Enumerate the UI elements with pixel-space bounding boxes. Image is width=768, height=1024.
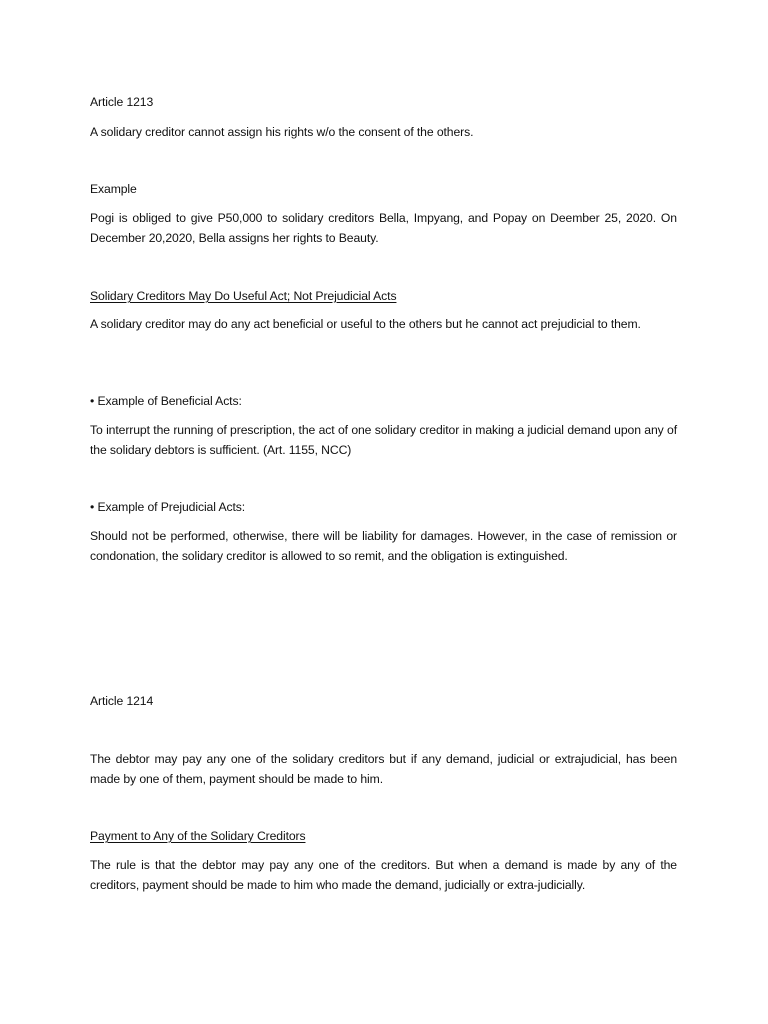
prejudicial-acts-text: Should not be performed, otherwise, there will be liability for damages. However, in the case of remission or condonation, the solidary creditor is allowed to so remit, and the obligation is extinguished.	[90, 529, 677, 563]
payment-subheading: Payment to Any of the Solidary Creditors	[90, 829, 306, 843]
article-1213-heading: Article 1213	[90, 95, 154, 109]
beneficial-acts-heading: • Example of Beneficial Acts:	[90, 391, 677, 411]
beneficial-acts-text: To interrupt the running of prescription, the act of one solidary creditor in making a judicial demand upon any of the solidary debtors is sufficient. (Art. 1155, NCC)	[90, 423, 677, 457]
article-1214-text: The debtor may pay any one of the solidary creditors but if any demand, judicial or extrajudicial, has been made by one of them, payment should be made to him.	[90, 752, 677, 786]
solidary-creditors-subheading: Solidary Creditors May Do Useful Act; Not Prejudicial Acts	[90, 289, 397, 303]
prejudicial-acts-heading: • Example of Prejudicial Acts:	[90, 497, 677, 517]
example-heading: Example	[90, 182, 137, 196]
solidary-creditors-text: A solidary creditor may do any act beneficial or useful to the others but he cannot act prejudicial to them.	[90, 317, 641, 331]
payment-text: The rule is that the debtor may pay any one of the creditors. But when a demand is made by any of the creditors, payment should be made to him who made the demand, judicially or extra-judicially.	[90, 858, 677, 892]
article-1213-text: A solidary creditor cannot assign his rights w/o the consent of the others.	[90, 125, 474, 139]
article-1214-heading: Article 1214	[90, 694, 154, 708]
example-text: Pogi is obliged to give P50,000 to solidary creditors Bella, Impyang, and Popay on Deember 25, 2020. On December 20,2020, Bella assigns her rights to Beauty.	[90, 211, 677, 245]
